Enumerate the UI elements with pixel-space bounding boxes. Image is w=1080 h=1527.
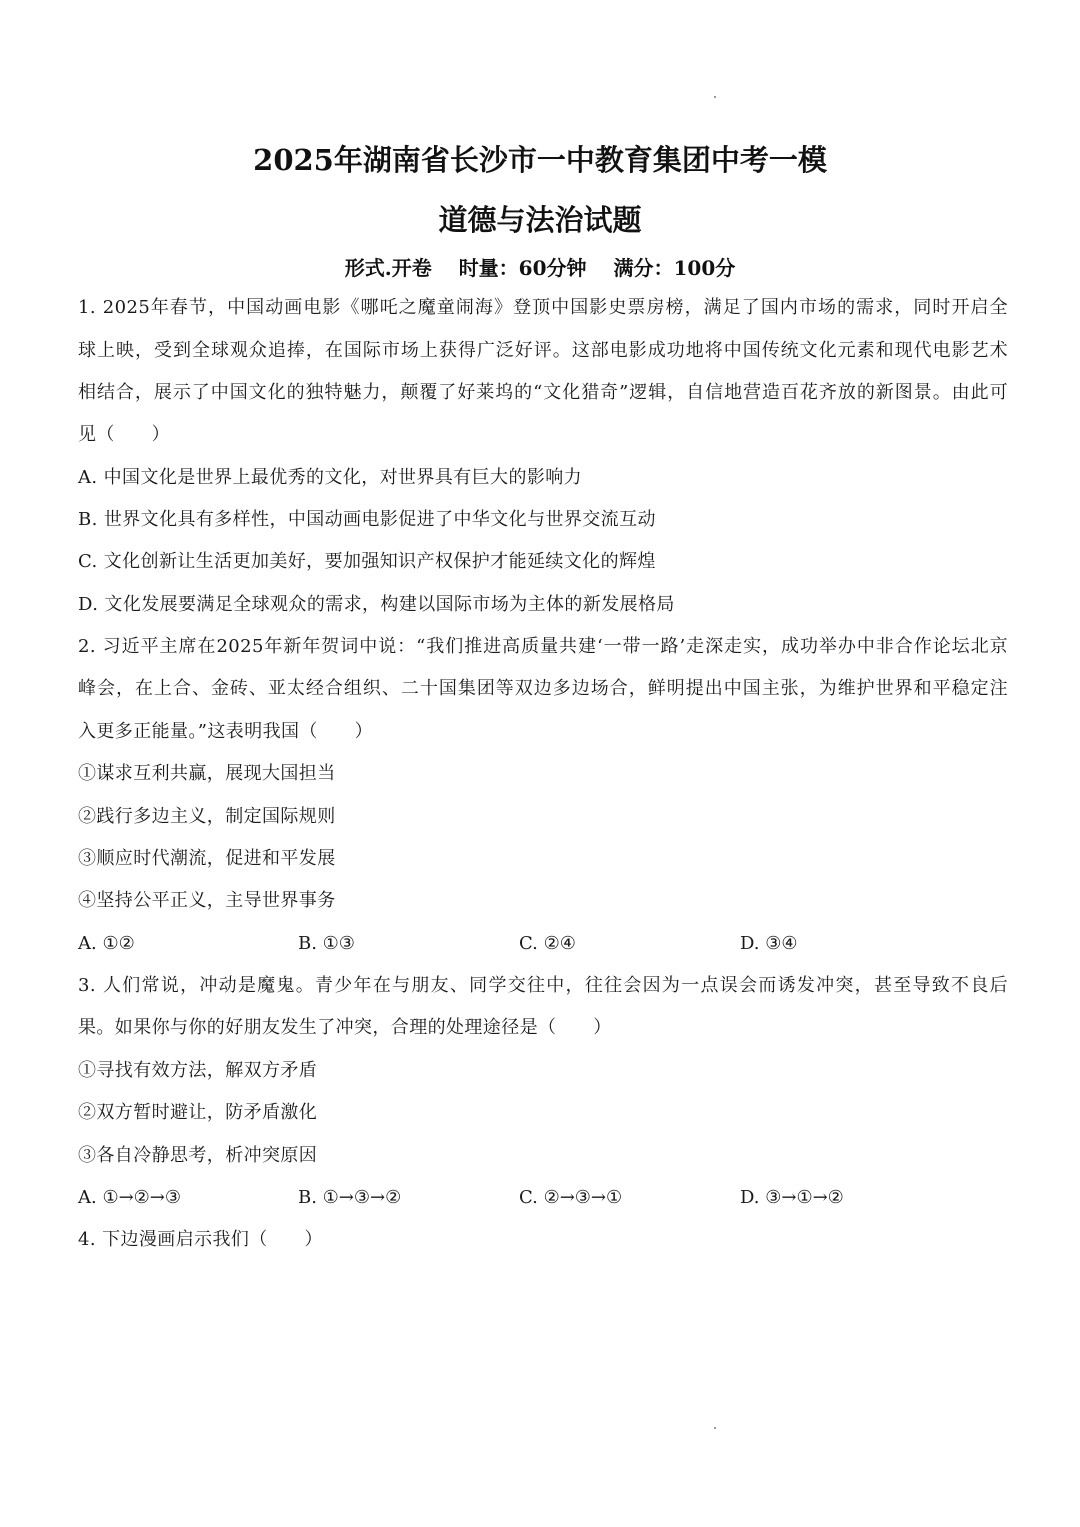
question-3-statement-3: ③各自冷静思考，析冲突原因 <box>78 1145 318 1166</box>
question-2-choice-b: B. ①③ <box>298 933 355 954</box>
question-2-statement-2: ②践行多边主义，制定国际规则 <box>78 806 336 827</box>
question-2-choice-c: C. ②④ <box>519 933 576 954</box>
question-3-statement-2: ②双方暂时避让，防矛盾激化 <box>78 1102 318 1123</box>
question-2-choice-d: D. ③④ <box>740 933 798 954</box>
exam-info <box>0 252 1080 281</box>
question-1-line: 相结合，展示了中国文化的独特魅力，颠覆了好莱坞的“文化猎奇”逻辑，自信地营造百花齐放的新图景。由此可 <box>78 382 1008 403</box>
question-2-choices <box>78 932 1008 956</box>
question-2-statement-4: ④坚持公平正义，主导世界事务 <box>78 890 336 911</box>
question-3-line: 果。如果你与你的好朋友发生了冲突，合理的处理途径是（ ） <box>78 1017 612 1038</box>
scan-dot-bottom <box>714 1427 716 1429</box>
question-2-line: 2. 习近平主席在2025年新年贺词中说：“我们推进高质量共建‘一带一路’走深走实，成功举办中非合作论坛北京 <box>78 636 1008 657</box>
question-1-choice-c: C. 文化创新让生活更加美好，要加强知识产权保护才能延续文化的辉煌 <box>78 551 656 572</box>
question-2-choice-a: A. ①② <box>78 933 135 954</box>
exam-full-score: 满分：100分 <box>613 256 736 280</box>
exam-duration: 时量：60分钟 <box>458 256 587 280</box>
question-3-statement-1: ①寻找有效方法，解双方矛盾 <box>78 1060 318 1081</box>
exam-title: 2025年湖南省长沙市一中教育集团中考一模 <box>253 143 827 177</box>
question-2-statement-3: ③顺应时代潮流，促进和平发展 <box>78 848 336 869</box>
question-1-line: 1. 2025年春节，中国动画电影《哪吒之魔童闹海》登顶中国影史票房榜，满足了国内市场的需求，同时开启全 <box>78 297 1008 318</box>
exam-subtitle: 道德与法治试题 <box>438 203 642 237</box>
question-3-choice-d: D. ③→①→② <box>740 1187 844 1208</box>
question-2-line: 入更多正能量。”这表明我国（ ） <box>78 721 374 742</box>
question-1-line: 见（ ） <box>78 424 170 445</box>
question-3-choices <box>78 1186 1008 1210</box>
question-3-line: 3. 人们常说，冲动是魔鬼。青少年在与朋友、同学交往中，往往会因为一点误会而诱发冲突，甚至导致不良后 <box>78 975 1008 996</box>
question-1-choice-b: B. 世界文化具有多样性，中国动画电影促进了中华文化与世界交流互动 <box>78 509 656 530</box>
question-1-choice-d: D. 文化发展要满足全球观众的需求，构建以国际市场为主体的新发展格局 <box>78 594 675 615</box>
question-1-line: 球上映，受到全球观众追捧，在国际市场上获得广泛好评。这部电影成功地将中国传统文化元素和现代电影艺术 <box>78 340 1008 361</box>
question-2-statement-1: ①谋求互利共赢，展现大国担当 <box>78 763 336 784</box>
question-4-line: 4. 下边漫画启示我们（ ） <box>78 1229 323 1250</box>
question-3-choice-b: B. ①→③→② <box>298 1187 402 1208</box>
exam-format: 形式.开卷 <box>344 256 432 280</box>
question-3-choice-a: A. ①→②→③ <box>78 1187 182 1208</box>
question-3-choice-c: C. ②→③→① <box>519 1187 623 1208</box>
scan-dot-top <box>714 96 716 98</box>
question-1-choice-a: A. 中国文化是世界上最优秀的文化，对世界具有巨大的影响力 <box>78 467 583 488</box>
question-2-line: 峰会，在上合、金砖、亚太经合组织、二十国集团等双边多边场合，鲜明提出中国主张，为维护世界和平稳定注 <box>78 678 1008 699</box>
